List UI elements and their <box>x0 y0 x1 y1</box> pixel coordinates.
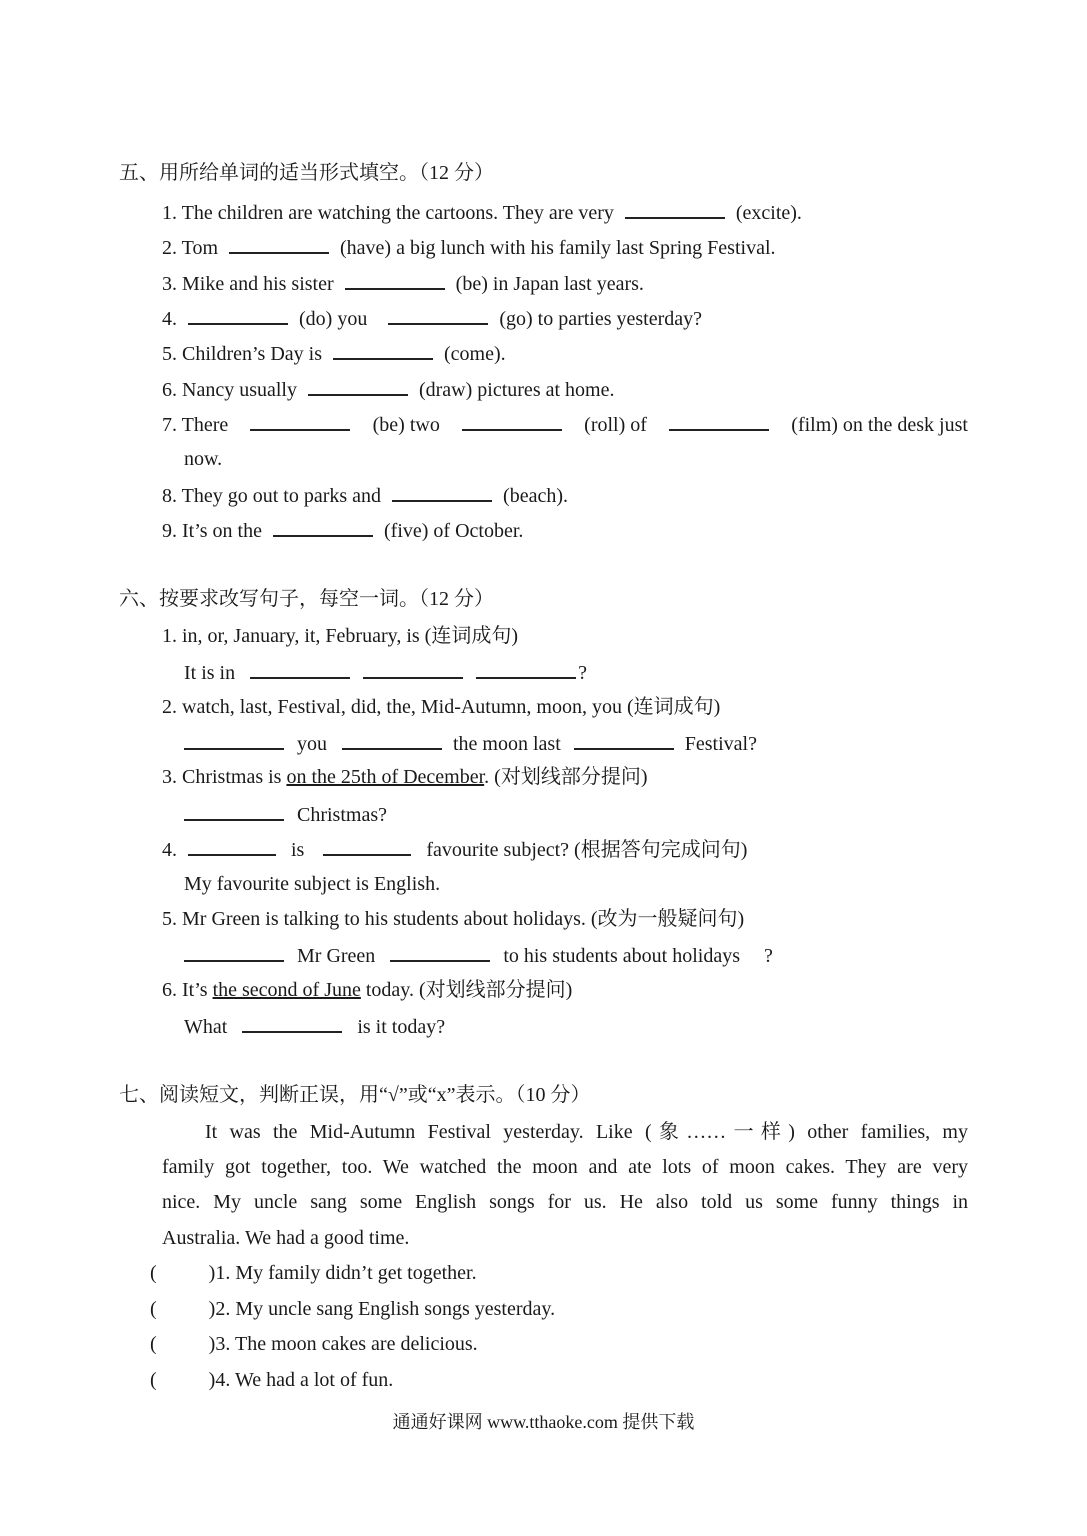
answer-blank[interactable] <box>250 659 350 679</box>
answer-blank[interactable] <box>184 942 284 962</box>
answer-blank[interactable] <box>188 305 288 325</box>
s5-question-9: 9. It’s on the (five) of October. <box>162 517 523 543</box>
answer-blank[interactable] <box>462 411 562 431</box>
answer-blank[interactable] <box>476 659 576 679</box>
answer-paren[interactable]: ( <box>150 1262 157 1284</box>
underlined-phrase: on the 25th of December <box>286 766 485 788</box>
s5-question-3: 3. Mike and his sister (be) in Japan last years. <box>162 270 644 296</box>
s6-question-4: 4. is favourite subject? (根据答句完成问句) <box>162 836 747 862</box>
judgement-item-1: ( )1. My family didn’t get together. <box>150 1262 477 1284</box>
s5-question-4: 4. (do) you (go) to parties yesterday? <box>162 305 702 331</box>
answer-blank[interactable] <box>574 730 674 750</box>
answer-blank[interactable] <box>184 801 284 821</box>
section-7-title: 七、阅读短文，判断正误，用“√”或“x”表示。（10 分） <box>119 1084 591 1106</box>
s5-question-5: 5. Children’s Day is (come). <box>162 340 506 366</box>
passage-line-1: It was the Mid-Autumn Festival yesterday. Like (象……一样) other families, my <box>205 1121 968 1143</box>
s5-question-2: 2. Tom (have) a big lunch with his family last Spring Festival. <box>162 234 776 260</box>
answer-blank[interactable] <box>363 659 463 679</box>
section-6-title: 六、按要求改写句子，每空一词。（12 分） <box>119 588 494 610</box>
judgement-item-3: ( )3. The moon cakes are delicious. <box>150 1333 478 1355</box>
s5-question-1: 1. The children are watching the cartoons. They are very (excite). <box>162 199 802 225</box>
answer-blank[interactable] <box>669 411 769 431</box>
answer-blank[interactable] <box>392 482 492 502</box>
s6-question-3-answer: Christmas? <box>184 801 387 827</box>
s6-question-4-answer: My favourite subject is English. <box>184 873 441 895</box>
s6-question-2-answer: you the moon last Festival? <box>184 730 757 756</box>
answer-blank[interactable] <box>333 340 433 360</box>
answer-blank[interactable] <box>342 730 442 750</box>
answer-blank[interactable] <box>250 411 350 431</box>
judgement-item-2: ( )2. My uncle sang English songs yesterday. <box>150 1298 556 1320</box>
s6-question-3: 3. Christmas is on the 25th of December. (对划线部分提问) <box>162 766 648 788</box>
answer-blank[interactable] <box>323 836 411 856</box>
passage-line-3: nice. My uncle sang some English songs for us. He also told us some funny things in <box>162 1191 968 1213</box>
passage-line-2: family got together, too. We watched the moon and ate lots of moon cakes. They are very <box>162 1156 968 1178</box>
s6-question-2: 2. watch, last, Festival, did, the, Mid-Autumn, moon, you (连词成句) <box>162 696 721 718</box>
section-5-title: 五、用所给单词的适当形式填空。（12 分） <box>119 162 494 184</box>
answer-blank[interactable] <box>229 234 329 254</box>
s5-question-7: 7. There (be) two (roll) of (film) on the desk just <box>162 411 968 437</box>
judgement-item-4: ( )4. We had a lot of fun. <box>150 1369 394 1391</box>
s5-question-8: 8. They go out to parks and (beach). <box>162 482 568 508</box>
s6-question-5: 5. Mr Green is talking to his students about holidays. (改为一般疑问句) <box>162 908 745 930</box>
answer-blank[interactable] <box>308 376 408 396</box>
answer-paren[interactable]: ( <box>150 1369 157 1391</box>
s5-question-7-continued: now. <box>184 448 223 470</box>
answer-blank[interactable] <box>390 942 490 962</box>
page-footer: 通通好课网 www.tthaoke.com 提供下载 <box>392 1412 695 1432</box>
passage-line-4: Australia. We had a good time. <box>162 1227 410 1249</box>
s6-question-5-answer: Mr Green to his students about holidays ? <box>184 942 773 968</box>
answer-blank[interactable] <box>625 199 725 219</box>
answer-blank[interactable] <box>273 517 373 537</box>
answer-blank[interactable] <box>188 836 276 856</box>
s6-question-1: 1. in, or, January, it, February, is (连词成句) <box>162 625 518 647</box>
answer-blank[interactable] <box>242 1013 342 1033</box>
s6-question-6: 6. It’s the second of June today. (对划线部分提问) <box>162 979 573 1001</box>
answer-blank[interactable] <box>345 270 445 290</box>
answer-blank[interactable] <box>388 305 488 325</box>
answer-paren[interactable]: ( <box>150 1298 157 1320</box>
s6-question-6-answer: What is it today? <box>184 1013 445 1039</box>
answer-paren[interactable]: ( <box>150 1333 157 1355</box>
s6-question-1-answer: It is in ? <box>184 659 587 685</box>
s5-question-6: 6. Nancy usually (draw) pictures at home. <box>162 376 614 402</box>
underlined-phrase: the second of June <box>212 979 361 1001</box>
answer-blank[interactable] <box>184 730 284 750</box>
